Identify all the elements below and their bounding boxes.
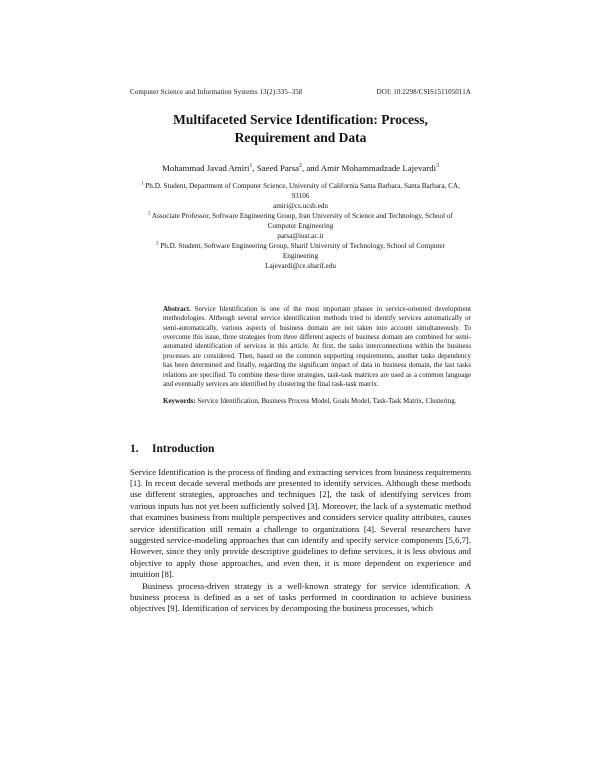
section-title: Introduction (152, 442, 215, 455)
keywords (163, 397, 471, 406)
author-name-2: Saeed Parsa (256, 163, 300, 174)
running-header (130, 88, 471, 96)
affiliation-1 (140, 182, 461, 212)
affiliation-mark-1: 1 (141, 182, 144, 188)
page-content (130, 88, 471, 615)
affiliation-3 (140, 242, 461, 272)
affiliation-text-2: Associate Professor, Software Engineering Group, Iran University of Science and Technology, School of Computer Engineering (151, 212, 453, 231)
doi-text: DOI: 10.2298/CSIS151105011A (376, 88, 471, 96)
affiliations-block (130, 182, 471, 271)
abstract-text: Service Identification is one of the most important phases in service-oriented development methodologies. Although several service identification methods tried to identify services automatically or semi-automatically, various aspects of business domain are not taken into account simultaneously. To overcome this issue, three strategies from three different aspects of business domain are combined for semi-automated identification of services in this article. At first, the tasks interconnections within the business processes are considered. Then, based on the common supporting requirements, another tasks dependency has been determined and finally, regarding the significant impact of data in business domain, the last tasks relations are specified. To combine these three strategies, task-task matrices are used as a common language and eventually services are identified by clustering the final task-task matrix. (163, 304, 472, 388)
paper-title: Multifaceted Service Identification: Process, Requirement and Data (173, 112, 428, 146)
author-separator-1: , (252, 163, 257, 174)
affiliation-email-3: Lajevardi@ce.sharif.edu (265, 261, 336, 270)
section-number: 1. (130, 442, 139, 455)
author-name-1: Mohammad Javad Amiri (162, 163, 250, 174)
author-name-3: Amir Mohammadzade Lajevardi (320, 163, 437, 174)
author-mark-2: 2 (299, 163, 302, 170)
abstract-label: Abstract. (163, 304, 191, 313)
body-text (130, 467, 471, 615)
keywords-text: Service Identification, Business Process Model, Goals Model, Task-Task Matrix, Clustering. (197, 397, 457, 406)
paragraph-2: Business process-driven strategy is a well-known strategy for service identification. A business process is defined as a set of tasks performed in coordination to achieve business objectives [9]. Identification of services by decomposing the business processes, which (130, 580, 471, 614)
affiliation-2 (140, 212, 461, 242)
author-mark-1: 1 (249, 163, 253, 170)
affiliation-mark-2: 2 (148, 211, 151, 217)
author-separator-2: , and (301, 163, 321, 174)
affiliation-email-2: parsa@iust.ac.ir (277, 232, 324, 241)
keywords-label: Keywords: (163, 397, 196, 406)
abstract (163, 305, 471, 389)
affiliation-mark-3: 3 (156, 241, 159, 247)
affiliation-text-3: Ph.D. Student, Software Engineering Group, Sharif University of Technology, School of Computer Engineering (160, 242, 445, 260)
section-heading-introduction (130, 443, 471, 455)
authors-line (130, 163, 471, 173)
affiliation-text-1: Ph.D. Student, Department of Computer Science, University of California Santa Barbara, Santa Barbara, CA, 93106 (145, 182, 460, 201)
affiliation-email-1: amiri@cs.ucsb.edu (273, 202, 328, 211)
journal-reference: Computer Science and Information Systems 13(2):335–358 (130, 88, 303, 96)
paragraph-1: Service Identification is the process of finding and extracting services from business requirements [1]. In recent decade several methods are presented to identify services. Although these methods use different strategies, approaches and techniques [2], the task of identifying services from various inputs has not yet been sufficiently solved [3]. Moreover, the lack of a systematic method that examines business from multiple perspectives and considers service quality attributes, causes service identification still remain a challenge to organizations [4]. Several researchers have suggested service-modeling approaches that can identify and specify service components [5,6,7]. However, since they only provide descriptive guidelines to define services, it is less obvious and objective to apply those approaches, and even then, it is more dependent on experience and intuition [8]. (130, 466, 471, 580)
author-mark-3: 3 (436, 163, 439, 170)
